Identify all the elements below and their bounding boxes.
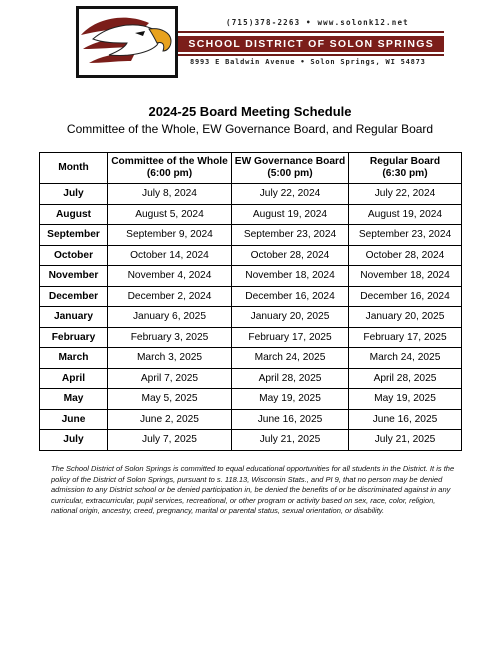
- month-cell: October: [40, 245, 108, 266]
- column-header-time: (6:00 pm): [146, 168, 193, 179]
- date-cell: May 5, 2025: [108, 389, 232, 410]
- table-row: [40, 286, 462, 307]
- month-cell: June: [40, 409, 108, 430]
- date-cell: June 16, 2025: [232, 409, 349, 430]
- date-cell: July 22, 2024: [349, 184, 462, 205]
- month-cell: January: [40, 307, 108, 328]
- page-title: 2024-25 Board Meeting Schedule: [148, 104, 352, 119]
- date-cell: June 16, 2025: [349, 409, 462, 430]
- date-cell: October 28, 2024: [349, 245, 462, 266]
- date-cell: September 23, 2024: [349, 225, 462, 246]
- column-header: [349, 153, 462, 184]
- contact-line: (715)378-2263 • www.solonk12.net: [226, 18, 409, 27]
- date-cell: July 8, 2024: [108, 184, 232, 205]
- column-header: [40, 153, 108, 184]
- column-header-time: (6:30 pm): [382, 168, 428, 179]
- table-row: [40, 307, 462, 328]
- schedule-table: [39, 152, 462, 451]
- date-cell: March 24, 2025: [232, 348, 349, 369]
- month-cell: July: [40, 184, 108, 205]
- date-cell: October 14, 2024: [108, 245, 232, 266]
- date-cell: July 21, 2025: [232, 430, 349, 451]
- column-header-time: (5:00 pm): [267, 168, 313, 179]
- table-row: [40, 204, 462, 225]
- month-cell: April: [40, 368, 108, 389]
- date-cell: May 19, 2025: [349, 389, 462, 410]
- table-row: [40, 266, 462, 287]
- date-cell: August 19, 2024: [349, 204, 462, 225]
- date-cell: July 7, 2025: [108, 430, 232, 451]
- header-rule-bottom: [174, 54, 444, 56]
- table-row: [40, 225, 462, 246]
- date-cell: July 22, 2024: [232, 184, 349, 205]
- date-cell: August 19, 2024: [232, 204, 349, 225]
- month-cell: March: [40, 348, 108, 369]
- column-header-label: Regular Board: [369, 156, 441, 167]
- column-header-label: EW Governance Board: [234, 156, 346, 167]
- month-cell: February: [40, 327, 108, 348]
- month-cell: December: [40, 286, 108, 307]
- letterhead: [76, 6, 444, 80]
- date-cell: January 6, 2025: [108, 307, 232, 328]
- column-header: [232, 153, 349, 184]
- date-cell: February 3, 2025: [108, 327, 232, 348]
- month-cell: August: [40, 204, 108, 225]
- district-address: 8993 E Baldwin Avenue • Solon Springs, WI 54873: [190, 58, 426, 66]
- table-row: [40, 430, 462, 451]
- date-cell: March 3, 2025: [108, 348, 232, 369]
- table-row: [40, 184, 462, 205]
- header-rule-top: [174, 31, 444, 33]
- date-cell: September 9, 2024: [108, 225, 232, 246]
- table-header-row: [40, 153, 462, 184]
- month-cell: July: [40, 430, 108, 451]
- date-cell: February 17, 2025: [232, 327, 349, 348]
- date-cell: November 18, 2024: [232, 266, 349, 287]
- table-row: [40, 368, 462, 389]
- date-cell: October 28, 2024: [232, 245, 349, 266]
- date-cell: January 20, 2025: [232, 307, 349, 328]
- column-header: [108, 153, 232, 184]
- date-cell: November 18, 2024: [349, 266, 462, 287]
- date-cell: September 23, 2024: [232, 225, 349, 246]
- district-name-banner: SCHOOL DISTRICT OF SOLON SPRINGS: [174, 36, 444, 52]
- date-cell: August 5, 2024: [108, 204, 232, 225]
- month-cell: November: [40, 266, 108, 287]
- date-cell: July 21, 2025: [349, 430, 462, 451]
- date-cell: January 20, 2025: [349, 307, 462, 328]
- table-row: [40, 389, 462, 410]
- table-row: [40, 327, 462, 348]
- date-cell: April 28, 2025: [349, 368, 462, 389]
- nondiscrimination-notice: The School District of Solon Springs is committed to equal educational opportunities for all students in the District. It is the policy of the District of Solon Springs, pursuant to s. 118.13, Wisconsin Stats., and PI 9, that no person may be denied admission to any District school or be denied participation in, be denied the benefits of or be discriminated against in any curricular, extracurricular, pupil services, recreational, or other program or activity based on sex, race, color, religion, national origin, ancestry, creed, pregnancy, marital or parental status, sexual orientation, or disability.: [51, 464, 455, 516]
- date-cell: December 16, 2024: [349, 286, 462, 307]
- date-cell: March 24, 2025: [349, 348, 462, 369]
- month-cell: May: [40, 389, 108, 410]
- date-cell: December 16, 2024: [232, 286, 349, 307]
- date-cell: November 4, 2024: [108, 266, 232, 287]
- table-row: [40, 245, 462, 266]
- date-cell: December 2, 2024: [108, 286, 232, 307]
- table-row: [40, 409, 462, 430]
- column-header-label: Committee of the Whole: [111, 156, 228, 167]
- date-cell: February 17, 2025: [349, 327, 462, 348]
- date-cell: June 2, 2025: [108, 409, 232, 430]
- table-body: [40, 184, 462, 451]
- month-cell: September: [40, 225, 108, 246]
- eagle-head-icon: [79, 9, 175, 75]
- date-cell: April 28, 2025: [232, 368, 349, 389]
- date-cell: April 7, 2025: [108, 368, 232, 389]
- table-row: [40, 348, 462, 369]
- page-subtitle: Committee of the Whole, EW Governance Board, and Regular Board: [66, 122, 434, 136]
- column-header-label: Month: [58, 162, 89, 173]
- date-cell: May 19, 2025: [232, 389, 349, 410]
- district-logo: [76, 6, 178, 78]
